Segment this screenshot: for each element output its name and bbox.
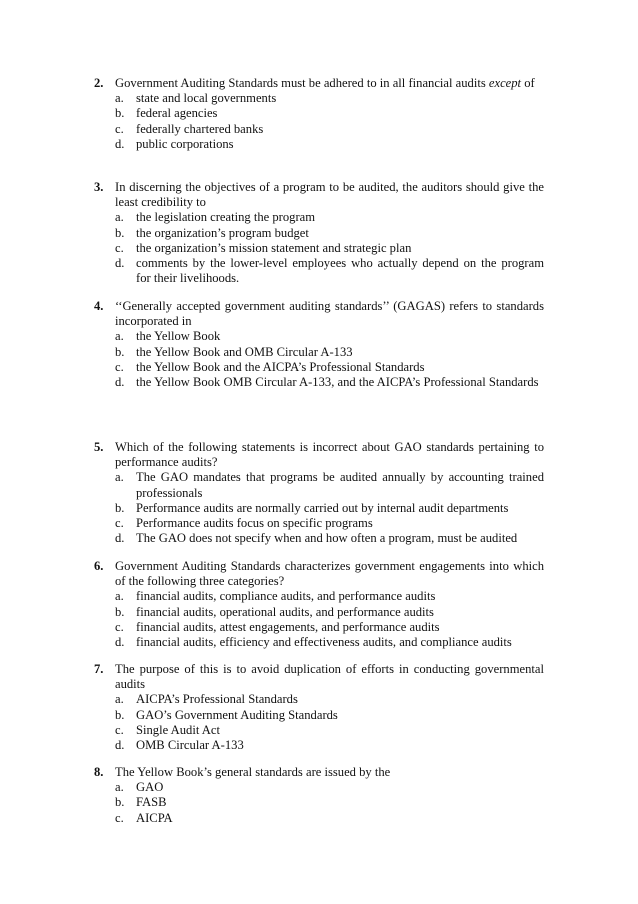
question-number: 7.	[94, 662, 104, 676]
option-b[interactable]	[94, 795, 544, 810]
option-c[interactable]	[94, 122, 544, 137]
question-number: 3.	[94, 180, 104, 194]
option-d[interactable]	[94, 531, 544, 546]
option-text: financial audits, efficiency and effectiveness audits, and compliance audits	[136, 635, 512, 650]
option-letter: c.	[115, 722, 124, 737]
option-a[interactable]	[94, 589, 544, 604]
option-c[interactable]	[94, 723, 544, 738]
option-text: financial audits, operational audits, and performance audits	[136, 604, 434, 619]
question-stem	[94, 180, 544, 210]
option-text: AICPA	[136, 810, 173, 825]
option-letter: b.	[115, 500, 125, 515]
question-stem	[94, 299, 544, 329]
option-text: comments by the lower-level employees who actually depend on the program for their livelihoods.	[136, 256, 544, 286]
option-d[interactable]	[94, 256, 544, 286]
question-stem	[94, 662, 544, 692]
option-d[interactable]	[94, 635, 544, 650]
option-d[interactable]	[94, 738, 544, 753]
answer-options	[94, 329, 544, 390]
option-letter: d.	[115, 635, 125, 650]
option-c[interactable]	[94, 811, 544, 826]
option-b[interactable]	[94, 106, 544, 121]
option-letter: b.	[115, 344, 125, 359]
question-text: Government Auditing Standards characterizes government engagements into which of the following three categories?	[115, 559, 544, 589]
option-letter: a.	[115, 692, 124, 707]
option-letter: d.	[115, 136, 125, 151]
question-stem	[94, 76, 544, 91]
answer-options	[94, 589, 544, 650]
question-stem	[94, 440, 544, 470]
option-c[interactable]	[94, 516, 544, 531]
option-text: OMB Circular A-133	[136, 738, 244, 753]
option-b[interactable]	[94, 501, 544, 516]
question-text: In discerning the objectives of a program to be audited, the auditors should give the least credibility to	[115, 180, 544, 210]
option-a[interactable]	[94, 692, 544, 707]
answer-options	[94, 692, 544, 753]
question-text: Which of the following statements is incorrect about GAO standards pertaining to performance audits?	[115, 440, 544, 470]
option-text: federal agencies	[136, 106, 218, 121]
option-letter: a.	[115, 470, 124, 485]
option-b[interactable]	[94, 345, 544, 360]
question-text: ‘‘Generally accepted government auditing standards’’ (GAGAS) refers to standards incorporated in	[115, 299, 544, 329]
option-letter: d.	[115, 531, 125, 546]
option-letter: a.	[115, 91, 124, 106]
emphasis-text: except	[488, 76, 522, 90]
question-number: 5.	[94, 440, 104, 454]
option-text: financial audits, compliance audits, and performance audits	[136, 589, 436, 604]
answer-options	[94, 210, 544, 286]
option-a[interactable]	[94, 329, 544, 344]
question-number: 2.	[94, 76, 104, 90]
option-text: public corporations	[136, 136, 234, 151]
option-a[interactable]	[94, 780, 544, 795]
option-a[interactable]	[94, 470, 544, 500]
question-number: 6.	[94, 559, 104, 573]
answer-options	[94, 91, 544, 152]
option-b[interactable]	[94, 226, 544, 241]
question-2	[94, 76, 544, 152]
question-4	[94, 299, 544, 390]
option-text: financial audits, attest engagements, and performance audits	[136, 619, 440, 634]
option-text: the legislation creating the program	[136, 210, 316, 225]
option-letter: b.	[115, 106, 125, 121]
option-letter: b.	[115, 225, 125, 240]
option-letter: b.	[115, 604, 125, 619]
question-stem	[94, 559, 544, 589]
option-letter: c.	[115, 516, 124, 531]
question-number: 8.	[94, 765, 104, 779]
answer-options	[94, 780, 544, 826]
option-text: the Yellow Book OMB Circular A-133, and the AICPA’s Professional Standards	[136, 375, 539, 390]
question-5	[94, 440, 544, 546]
option-text: GAO’s Government Auditing Standards	[136, 707, 338, 722]
option-letter: b.	[115, 795, 125, 810]
option-c[interactable]	[94, 360, 544, 375]
option-b[interactable]	[94, 605, 544, 620]
option-c[interactable]	[94, 241, 544, 256]
option-d[interactable]	[94, 375, 544, 390]
option-text: The GAO does not specify when and how often a program, must be audited	[136, 531, 518, 546]
answer-options	[94, 470, 544, 546]
option-text: The GAO mandates that programs be audited annually by accounting trained professionals	[136, 470, 544, 500]
option-a[interactable]	[94, 210, 544, 225]
question-text: The purpose of this is to avoid duplication of efforts in conducting governmental audits	[115, 662, 544, 692]
option-letter: c.	[115, 359, 124, 374]
option-letter: c.	[115, 121, 124, 136]
question-number: 4.	[94, 299, 104, 313]
option-text: state and local governments	[136, 91, 277, 106]
option-letter: a.	[115, 780, 124, 795]
option-letter: c.	[115, 240, 124, 255]
question-6	[94, 559, 544, 650]
option-a[interactable]	[94, 91, 544, 106]
option-text: Single Audit Act	[136, 722, 220, 737]
option-text: the organization’s mission statement and strategic plan	[136, 240, 412, 255]
option-c[interactable]	[94, 620, 544, 635]
question-text: Government Auditing Standards must be adhered to in all financial audits except of	[115, 76, 535, 90]
option-letter: c.	[115, 810, 124, 825]
option-letter: d.	[115, 375, 125, 390]
option-letter: a.	[115, 329, 124, 344]
option-text: the Yellow Book and OMB Circular A-133	[136, 344, 353, 359]
option-text: federally chartered banks	[136, 121, 264, 136]
option-b[interactable]	[94, 708, 544, 723]
option-letter: d.	[115, 738, 125, 753]
option-letter: b.	[115, 707, 125, 722]
question-text: The Yellow Book’s general standards are issued by the	[115, 765, 391, 779]
option-text: GAO	[136, 780, 164, 795]
option-letter: c.	[115, 619, 124, 634]
question-8	[94, 765, 544, 826]
option-text: FASB	[136, 795, 167, 810]
option-letter: d.	[115, 256, 125, 271]
option-text: AICPA’s Professional Standards	[136, 692, 298, 707]
option-d[interactable]	[94, 137, 544, 152]
option-text: the organization’s program budget	[136, 225, 309, 240]
option-letter: a.	[115, 210, 124, 225]
option-text: the Yellow Book and the AICPA’s Professional Standards	[136, 359, 425, 374]
option-letter: a.	[115, 589, 124, 604]
question-3	[94, 180, 544, 286]
option-text: the Yellow Book	[136, 329, 221, 344]
question-stem	[94, 765, 544, 780]
question-7	[94, 662, 544, 753]
option-text: Performance audits focus on specific programs	[136, 516, 373, 531]
option-text: Performance audits are normally carried out by internal audit departments	[136, 500, 509, 515]
